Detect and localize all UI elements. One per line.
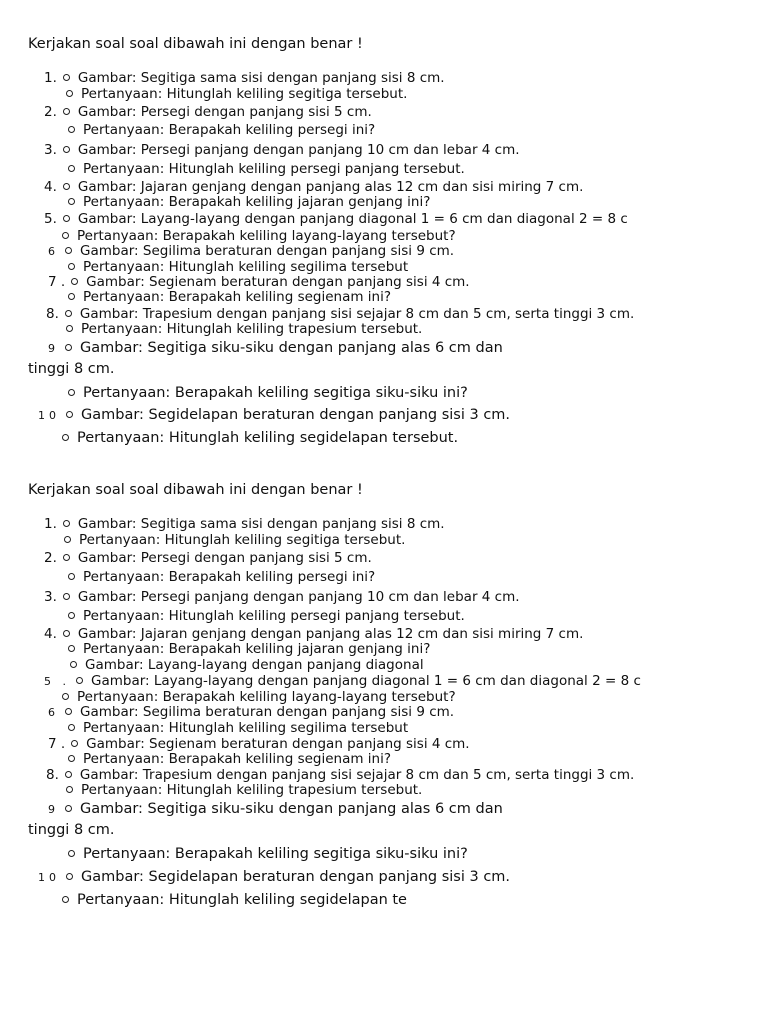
item-text: Pertanyaan: Berapakah keliling segitiga siku-siku ini? [83, 385, 468, 401]
item-text: Gambar: Segitiga sama sisi dengan panjang sisi 8 cm. [77, 70, 445, 86]
circle-bullet-icon [65, 771, 72, 778]
list-item [56, 689, 456, 705]
circle-bullet-icon [71, 278, 78, 285]
item-number: 4. [44, 179, 57, 195]
item-text: Gambar: Persegi dengan panjang sisi 5 cm. [77, 104, 372, 120]
list-item [62, 122, 375, 138]
list-item [44, 673, 641, 690]
circle-bullet-icon [68, 645, 75, 652]
item-text: Pertanyaan: Hitunglah keliling persegi panjang tersebut. [83, 608, 465, 624]
circle-bullet-icon [64, 536, 71, 543]
list-item [38, 407, 510, 424]
circle-bullet-icon [65, 310, 72, 317]
circle-bullet-icon [63, 520, 70, 527]
item-text: Gambar: Jajaran genjang dengan panjang alas 12 cm dan sisi miring 7 cm. [77, 626, 584, 642]
list-item [48, 704, 454, 721]
circle-bullet-icon [66, 411, 73, 418]
item-text: Gambar: Jajaran genjang dengan panjang alas 12 cm dan sisi miring 7 cm. [77, 179, 584, 195]
item-number: 4. [44, 626, 57, 642]
circle-bullet-icon [68, 126, 75, 133]
list-item [60, 86, 407, 102]
item-text: Gambar: Layang-layang dengan panjang diagonal 1 = 6 cm dan diagonal 2 = 8 c [77, 211, 628, 227]
circle-bullet-icon [70, 661, 77, 668]
circle-bullet-icon [65, 344, 72, 351]
item-text: Pertanyaan: Hitunglah keliling segilima tersebut [83, 259, 409, 275]
block-title: Kerjakan soal soal dibawah ini dengan benar ! [28, 482, 363, 498]
list-item [62, 289, 391, 305]
item-number: 3. [44, 589, 57, 605]
item-number: 2. [44, 550, 57, 566]
circle-bullet-icon [68, 293, 75, 300]
circle-bullet-icon [63, 183, 70, 190]
list-item [48, 243, 454, 260]
item-text: Pertanyaan: Berapakah keliling layang-layang tersebut? [77, 689, 456, 705]
item-text: Pertanyaan: Hitunglah keliling trapesium tersebut. [81, 782, 423, 798]
circle-bullet-icon [68, 755, 75, 762]
item-text: Gambar: Trapesium dengan panjang sisi sejajar 8 cm dan 5 cm, serta tinggi 3 cm. [79, 767, 635, 783]
item-number: 2. [44, 104, 57, 120]
circle-bullet-icon [65, 805, 72, 812]
circle-bullet-icon [63, 215, 70, 222]
circle-bullet-icon [63, 146, 70, 153]
circle-bullet-icon [68, 198, 75, 205]
circle-bullet-icon [68, 573, 75, 580]
item-text: tinggi 8 cm. [28, 822, 115, 838]
item-text: Gambar: Persegi dengan panjang sisi 5 cm. [77, 550, 372, 566]
circle-bullet-icon [63, 554, 70, 561]
item-text: Pertanyaan: Hitunglah keliling segilima tersebut [83, 720, 409, 736]
item-text: Gambar: Persegi panjang dengan panjang 10 cm dan lebar 4 cm. [77, 142, 520, 158]
item-text: tinggi 8 cm. [28, 361, 115, 377]
item-text: Pertanyaan: Berapakah keliling segitiga siku-siku ini? [83, 846, 468, 862]
item-text: Pertanyaan: Berapakah keliling jajaran genjang ini? [83, 641, 431, 657]
item-number: 8. [46, 306, 59, 322]
list-item [48, 736, 470, 752]
list-item [62, 846, 468, 862]
circle-bullet-icon [63, 74, 70, 81]
list-item [44, 516, 445, 532]
item-text: Pertanyaan: Berapakah keliling segienam ini? [83, 751, 392, 767]
list-item [62, 569, 375, 585]
list-item [44, 70, 445, 86]
item-number: 7 . [48, 736, 66, 752]
item-text: Gambar: Segitiga sama sisi dengan panjang sisi 8 cm. [77, 516, 445, 532]
item-text: Pertanyaan: Hitunglah keliling segidelapan tersebut. [77, 430, 459, 446]
item-number: 9 [48, 803, 59, 816]
circle-bullet-icon [68, 612, 75, 619]
item-text: Pertanyaan: Hitunglah keliling segidelapan te [77, 892, 407, 908]
circle-bullet-icon [63, 593, 70, 600]
item-number: 10 [38, 409, 60, 422]
item-text: Pertanyaan: Berapakah keliling jajaran genjang ini? [83, 194, 431, 210]
circle-bullet-icon [62, 896, 69, 903]
item-number: 7 . [48, 274, 66, 290]
list-item [44, 142, 520, 158]
circle-bullet-icon [63, 630, 70, 637]
item-number: 6 [48, 245, 59, 258]
circle-bullet-icon [65, 708, 72, 715]
circle-bullet-icon [66, 90, 73, 97]
circle-bullet-icon [68, 389, 75, 396]
item-text: Gambar: Segienam beraturan dengan panjang sisi 4 cm. [86, 274, 470, 290]
item-number: 6 [48, 706, 59, 719]
item-text: Pertanyaan: Berapakah keliling persegi ini? [83, 122, 376, 138]
list-item [62, 641, 430, 657]
circle-bullet-icon [71, 740, 78, 747]
item-text: Gambar: Layang-layang dengan panjang diagonal 1 = 6 cm dan diagonal 2 = 8 c [91, 673, 641, 689]
item-text: Gambar: Segidelapan beraturan dengan panjang sisi 3 cm. [81, 869, 511, 885]
item-number: 1. [44, 516, 57, 532]
item-text: Gambar: Segilima beraturan dengan panjang sisi 9 cm. [80, 243, 455, 259]
circle-bullet-icon [62, 232, 69, 239]
circle-bullet-icon [66, 325, 73, 332]
circle-bullet-icon [68, 724, 75, 731]
list-item [44, 211, 628, 227]
item-text: Pertanyaan: Hitunglah keliling segitiga tersebut. [81, 86, 408, 102]
list-item [64, 657, 424, 673]
list-item [62, 385, 468, 401]
item-text: Gambar: Segitiga siku-siku dengan panjang alas 6 cm dan [80, 340, 503, 356]
item-text: Gambar: Segitiga siku-siku dengan panjang alas 6 cm dan [80, 801, 503, 817]
item-text: Gambar: Segienam beraturan dengan panjang sisi 4 cm. [86, 736, 470, 752]
list-item [46, 767, 634, 783]
list-item [62, 194, 430, 210]
item-text: Gambar: Persegi panjang dengan panjang 10 cm dan lebar 4 cm. [77, 589, 520, 605]
list-item [38, 869, 510, 886]
item-text: Gambar: Segidelapan beraturan dengan panjang sisi 3 cm. [81, 407, 511, 423]
item-text: Gambar: Layang-layang dengan panjang diagonal [85, 657, 424, 673]
circle-bullet-icon [68, 165, 75, 172]
item-number: 5. [44, 211, 57, 227]
list-item [56, 430, 458, 446]
circle-bullet-icon [76, 677, 83, 684]
circle-bullet-icon [65, 247, 72, 254]
item-text: Pertanyaan: Hitunglah keliling segitiga tersebut. [79, 532, 406, 548]
list-item [58, 532, 405, 548]
item-number: 8. [46, 767, 59, 783]
circle-bullet-icon [63, 108, 70, 115]
list-item [62, 259, 408, 275]
item-text: Gambar: Segilima beraturan dengan panjang sisi 9 cm. [80, 704, 455, 720]
list-item [60, 782, 422, 798]
item-text: Pertanyaan: Hitunglah keliling persegi panjang tersebut. [83, 161, 465, 177]
list-item [44, 104, 372, 120]
list-item [62, 161, 465, 177]
item-text: Pertanyaan: Hitunglah keliling trapesium tersebut. [81, 321, 423, 337]
item-number: 5 . [44, 675, 70, 688]
item-number: 9 [48, 342, 59, 355]
circle-bullet-icon [68, 850, 75, 857]
circle-bullet-icon [66, 786, 73, 793]
list-item [44, 550, 372, 566]
circle-bullet-icon [62, 693, 69, 700]
item-text: Pertanyaan: Berapakah keliling layang-layang tersebut? [77, 228, 456, 244]
list-item [46, 306, 634, 322]
list-item [44, 179, 583, 195]
item-text: Pertanyaan: Berapakah keliling segienam ini? [83, 289, 392, 305]
list-item [44, 589, 520, 605]
list-item [48, 340, 503, 357]
item-number: 10 [38, 871, 60, 884]
circle-bullet-icon [62, 434, 69, 441]
circle-bullet-icon [68, 263, 75, 270]
item-text: Gambar: Trapesium dengan panjang sisi sejajar 8 cm dan 5 cm, serta tinggi 3 cm. [79, 306, 635, 322]
block-title: Kerjakan soal soal dibawah ini dengan benar ! [28, 36, 363, 52]
list-item [44, 626, 583, 642]
list-item [62, 720, 408, 736]
item-text: Pertanyaan: Berapakah keliling persegi ini? [83, 569, 376, 585]
list-item [48, 801, 503, 818]
list-item [48, 274, 470, 290]
list-item [62, 751, 391, 767]
list-item [28, 822, 115, 838]
circle-bullet-icon [66, 873, 73, 880]
list-item [28, 361, 115, 377]
item-number: 3. [44, 142, 57, 158]
item-number: 1. [44, 70, 57, 86]
list-item [62, 608, 465, 624]
list-item [56, 228, 456, 244]
list-item [56, 892, 407, 908]
list-item [60, 321, 422, 337]
